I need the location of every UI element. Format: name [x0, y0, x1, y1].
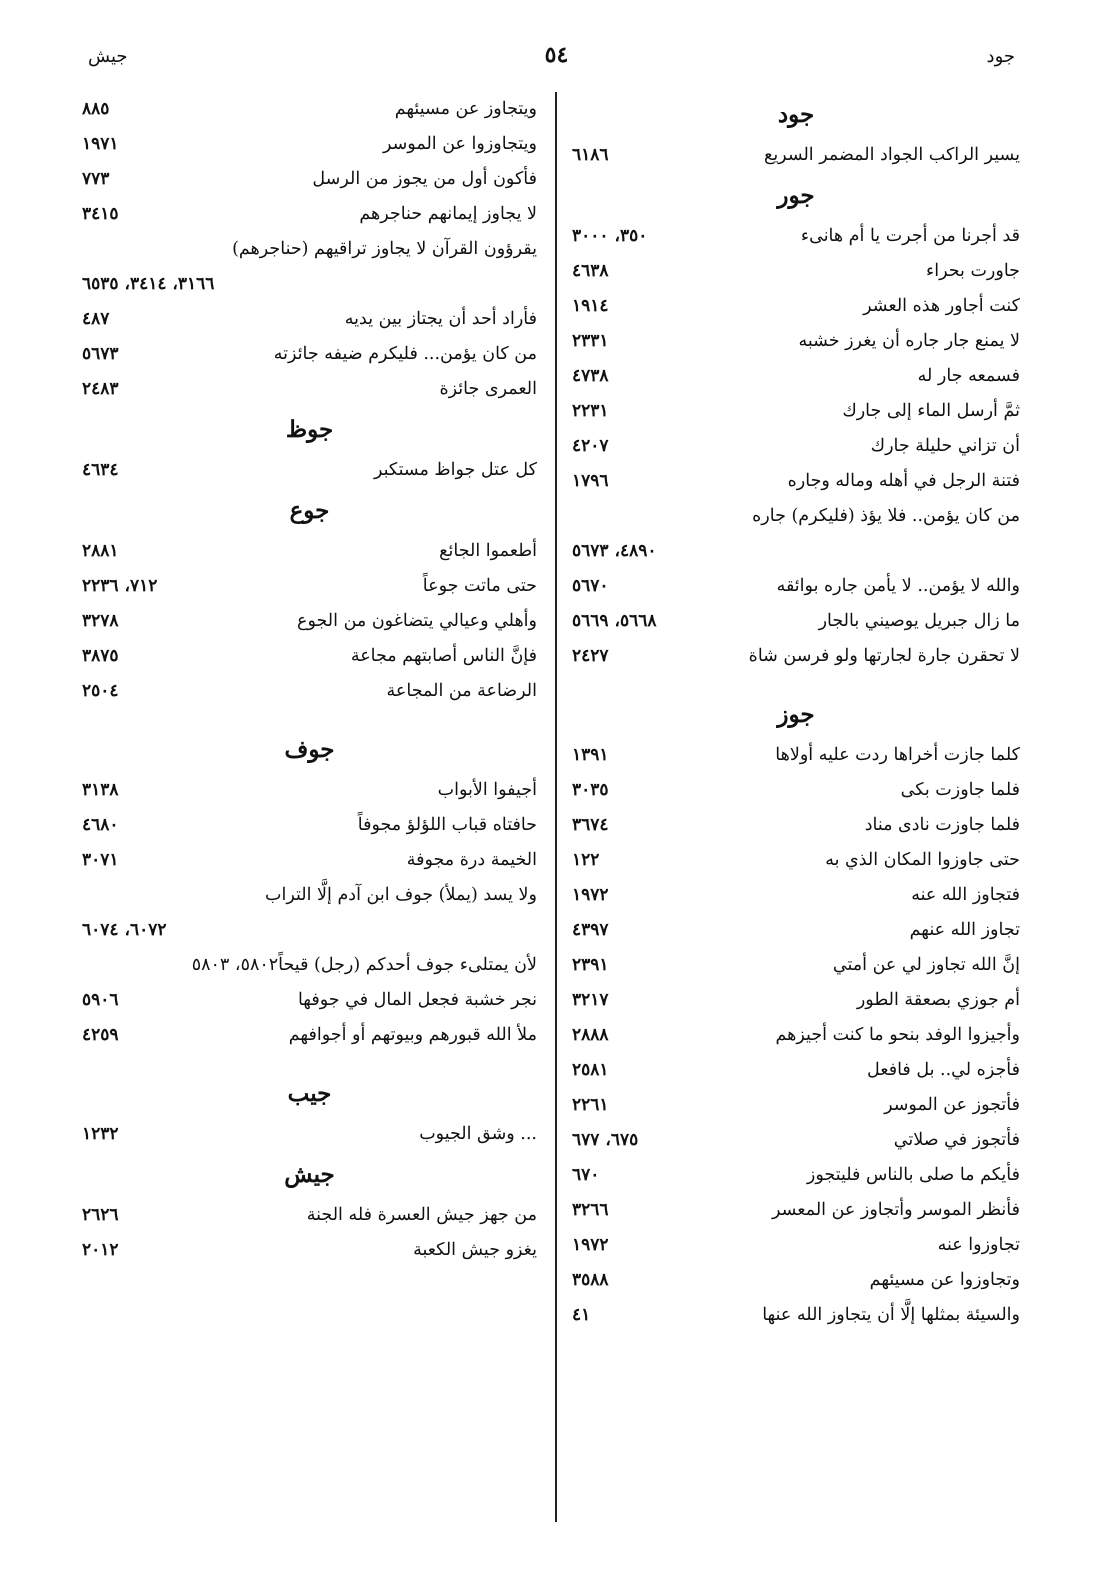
entry-ref-number: ٣٤١٥	[82, 204, 119, 224]
entry-ref-number: ٣٥٠، ٣٠٠٠	[572, 226, 648, 246]
index-entry	[82, 674, 537, 709]
index-entry	[82, 1117, 537, 1152]
entry-text: ثمَّ أرسل الماء إلى جارك	[842, 401, 1020, 421]
index-entry	[82, 843, 537, 878]
entry-ref-number: ٤٢٠٧	[572, 436, 609, 456]
entry-ref-number: ٣٥٨٨	[572, 1270, 609, 1290]
index-entry	[82, 878, 537, 913]
entry-ref-number: ٦١٨٦	[572, 145, 609, 165]
left-column	[82, 92, 537, 1268]
index-entry	[82, 808, 537, 843]
entry-ref-number: ٤٨٩٠، ٥٦٧٣	[572, 541, 657, 561]
index-entry	[572, 1193, 1020, 1228]
root-heading: جوز	[777, 701, 815, 728]
index-entry	[82, 913, 537, 948]
entry-ref-number: ٣١٣٨	[82, 780, 119, 800]
entry-ref-number: ٦٧٠	[572, 1165, 600, 1185]
index-entry	[572, 1053, 1020, 1088]
entry-text: إنَّ الله تجاوز لي عن أمتي	[832, 955, 1020, 975]
entry-ref-number: ٤٦٣٤	[82, 460, 119, 480]
spacer	[82, 709, 537, 727]
index-entry	[82, 302, 537, 337]
entry-ref-number: ٤٨٧	[82, 309, 110, 329]
index-entry	[572, 534, 1020, 569]
index-entry	[572, 948, 1020, 983]
entry-ref-number: ٥٦٦٨، ٥٦٦٩	[572, 611, 657, 631]
index-entry	[572, 324, 1020, 359]
entry-ref-number: ٦٧٥، ٦٧٧	[572, 1130, 639, 1150]
entry-text: لا تحقرن جارة لجارتها ولو فرسن شاة	[748, 646, 1020, 666]
index-entry	[82, 372, 537, 407]
entry-ref-number: ٣٠٣٥	[572, 780, 609, 800]
header-left-keyword: جيش	[88, 46, 128, 67]
index-entry	[572, 1298, 1020, 1333]
index-entry	[572, 359, 1020, 394]
index-entry	[82, 92, 537, 127]
entry-ref-number: ٣٢٧٨	[82, 611, 119, 631]
entry-ref-number: ٢٦٢٦	[82, 1205, 119, 1225]
index-entry	[82, 453, 537, 488]
entry-ref-number: ٢٥٨١	[572, 1060, 609, 1080]
entry-ref-number: ٢٢٦١	[572, 1095, 609, 1115]
entry-text: حافتاه قباب اللؤلؤ مجوفاً	[357, 815, 537, 835]
entry-text: لا يجاوز إيمانهم حناجرهم	[359, 204, 537, 224]
entry-ref-number: ٤٣٩٧	[572, 920, 609, 940]
entry-ref-number: ٣٢٦٦	[572, 1200, 609, 1220]
entry-text: من كان يؤمن.. فلا يؤذ (فليكرم) جاره	[752, 506, 1020, 526]
index-entry	[572, 913, 1020, 948]
entry-text: وأهلي وعيالي يتضاغون من الجوع	[297, 611, 537, 631]
index-entry	[572, 499, 1020, 534]
root-heading: جوف	[284, 736, 335, 763]
entry-text: أن تزاني حليلة جارك	[870, 436, 1020, 456]
entry-text: كنت أجاور هذه العشر	[863, 296, 1020, 316]
entry-ref-number: ٣٦٧٤	[572, 815, 609, 835]
entry-text: فتنة الرجل في أهله وماله وجاره	[787, 471, 1020, 491]
entry-text: ويتجاوزوا عن الموسر	[382, 134, 537, 154]
entry-text: أم جوزي بصعقة الطور	[856, 990, 1020, 1010]
entry-text: وأجيزوا الوفد بنحو ما كنت أجيزهم	[775, 1025, 1020, 1045]
entry-text: فتجاوز الله عنه	[911, 885, 1020, 905]
entry-ref-number: ٥٦٧٠	[572, 576, 609, 596]
entry-text: والسيئة بمثلها إلَّا أن يتجاوز الله عنها	[762, 1305, 1020, 1325]
index-entry	[82, 1233, 537, 1268]
root-heading: جيش	[284, 1161, 335, 1188]
entry-ref-number: ١٩١٤	[572, 296, 609, 316]
index-entry	[572, 138, 1020, 173]
entry-text: فأكون أول من يجوز من الرسل	[312, 169, 537, 189]
entry-ref-number: ١٩٧٢	[572, 1235, 609, 1255]
entry-text: من كان يؤمن... فليكرم ضيفه جائزته	[273, 344, 537, 364]
page-number: ٥٤	[544, 42, 569, 68]
entry-text: حتى ماتت جوعاً	[422, 576, 537, 596]
index-entry	[572, 254, 1020, 289]
index-entry	[82, 948, 537, 983]
entry-text: ويتجاوز عن مسيئهم	[394, 99, 537, 119]
index-entry	[82, 267, 537, 302]
entry-text: أجيفوا الأبواب	[437, 780, 537, 800]
entry-text: تجاوزوا عنه	[937, 1235, 1020, 1255]
entry-ref-number: ٣٨٧٥	[82, 646, 119, 666]
entry-ref-number: ١٧٩٦	[572, 471, 609, 491]
header-right-keyword: جود	[986, 46, 1015, 67]
entry-text: فلما جاوزت بكى	[900, 780, 1020, 800]
index-entry	[572, 1263, 1020, 1298]
entry-text: نجر خشبة فجعل المال في جوفها	[297, 990, 537, 1010]
entry-text: أطعموا الجائع	[439, 541, 537, 561]
entry-ref-number: ٤٦٣٨	[572, 261, 609, 281]
entry-ref-number: ٢٣٩١	[572, 955, 609, 975]
entry-ref-number: ٢٤٨٣	[82, 379, 119, 399]
entry-ref-number: ٢٢٣١	[572, 401, 609, 421]
index-entry	[572, 773, 1020, 808]
entry-text: قد أجرنا من أجرت يا أم هانىء	[800, 226, 1020, 246]
index-entry	[82, 337, 537, 372]
entry-text: فإنَّ الناس أصابتهم مجاعة	[350, 646, 537, 666]
entry-ref-number: ٢٤٢٧	[572, 646, 609, 666]
entry-text: والله لا يؤمن.. لا يأمن جاره بوائقه	[776, 576, 1020, 596]
entry-text: الخيمة درة مجوفة	[406, 850, 537, 870]
entry-text: العمرى جائزة	[439, 379, 537, 399]
right-column	[572, 92, 1020, 1333]
entry-ref-number: ٤٢٥٩	[82, 1025, 119, 1045]
entry-text: جاورت بحراء	[925, 261, 1020, 281]
entry-text: يقرؤون القرآن لا يجاوز تراقيهم (حناجرهم)	[232, 239, 537, 259]
entry-ref-number: ٢٨٨٨	[572, 1025, 609, 1045]
index-entry	[572, 738, 1020, 773]
index-entry	[572, 1158, 1020, 1193]
entry-text: حتى جاوزوا المكان الذي به	[825, 850, 1020, 870]
entry-text: يسير الراكب الجواد المضمر السريع	[764, 145, 1020, 165]
index-entry	[572, 1123, 1020, 1158]
index-entry	[82, 162, 537, 197]
index-entry	[82, 1198, 537, 1233]
entry-ref-number: ٣٠٧١	[82, 850, 119, 870]
index-entry	[572, 843, 1020, 878]
entry-ref-number: ٤٦٨٠	[82, 815, 119, 835]
index-entry	[572, 429, 1020, 464]
entry-ref-number: ١٩٧١	[82, 134, 119, 154]
entry-text: فأتجوز في صلاتي	[893, 1130, 1020, 1150]
entry-text: فلما جاوزت نادى مناد	[864, 815, 1020, 835]
index-entry	[572, 219, 1020, 254]
entry-text: فسمعه جار له	[917, 366, 1020, 386]
entry-text: ... وشق الجيوب	[419, 1124, 537, 1144]
entry-ref-number: ٦٠٧٢، ٦٠٧٤	[82, 920, 167, 940]
index-entry	[82, 604, 537, 639]
entry-ref-number: ٨٨٥	[82, 99, 110, 119]
entry-text: ولا يسد (يملأ) جوف ابن آدم إلَّا التراب	[265, 885, 537, 905]
entry-text: فأنظر الموسر وأتجاوز عن المعسر	[772, 1200, 1020, 1220]
spacer	[82, 1053, 537, 1071]
index-entry	[82, 983, 537, 1018]
root-heading: جوظ	[285, 416, 334, 443]
spacer	[572, 674, 1020, 692]
entry-ref-number: ١٢٣٢	[82, 1124, 119, 1144]
index-entry	[572, 394, 1020, 429]
entry-text: كلما جازت أخراها ردت عليه أولاها	[775, 745, 1020, 765]
index-entry	[572, 983, 1020, 1018]
entry-ref-number: ٤١	[572, 1305, 591, 1325]
entry-text: فأراد أحد أن يجتاز بين يديه	[344, 309, 537, 329]
index-entry	[82, 639, 537, 674]
entry-ref-number: ٤٧٣٨	[572, 366, 609, 386]
entry-ref-number: ٣٢١٧	[572, 990, 609, 1010]
root-heading: جوع	[289, 497, 330, 524]
entry-text: يغزو جيش الكعبة	[413, 1240, 537, 1260]
entry-ref-number: ١٣٩١	[572, 745, 609, 765]
entry-ref-number: ١٩٧٢	[572, 885, 609, 905]
index-entry	[572, 878, 1020, 913]
entry-ref-number: ٣١٦٦، ٣٤١٤، ٦٥٣٥	[82, 274, 215, 294]
root-heading: جور	[777, 182, 815, 209]
column-divider	[555, 92, 557, 1522]
index-entry	[572, 1088, 1020, 1123]
index-entry	[572, 1228, 1020, 1263]
index-entry	[82, 232, 537, 267]
root-heading: جود	[777, 101, 815, 128]
index-entry	[82, 773, 537, 808]
index-entry	[82, 1018, 537, 1053]
entry-ref-number: ٢٠١٢	[82, 1240, 119, 1260]
entry-text: فأيكم ما صلى بالناس فليتجوز	[806, 1165, 1020, 1185]
index-entry	[82, 127, 537, 162]
index-entry	[82, 569, 537, 604]
entry-text: ملأ الله قبورهم وبيوتهم أو أجوافهم	[288, 1025, 537, 1045]
index-entry	[572, 569, 1020, 604]
entry-text: لا يمنع جار جاره أن يغرز خشبه	[798, 331, 1020, 351]
entry-ref-number: ٥٦٧٣	[82, 344, 119, 364]
entry-ref-number: ٢٥٠٤	[82, 681, 119, 701]
index-entry	[572, 464, 1020, 499]
entry-text: فأجزه لي.. بل فافعل	[867, 1060, 1020, 1080]
root-heading: جيب	[287, 1080, 332, 1107]
index-entry	[572, 1018, 1020, 1053]
index-entry	[82, 197, 537, 232]
index-entry	[572, 639, 1020, 674]
index-entry	[572, 604, 1020, 639]
entry-ref-number: ١٢٢	[572, 850, 600, 870]
entry-ref-number: ٢٣٣١	[572, 331, 609, 351]
entry-ref-number: ٥٩٠٦	[82, 990, 119, 1010]
entry-ref-number: ٧٧٣	[82, 169, 110, 189]
index-entry	[572, 289, 1020, 324]
entry-text: فأتجوز عن الموسر	[884, 1095, 1020, 1115]
entry-text: تجاوز الله عنهم	[909, 920, 1020, 940]
index-entry	[572, 808, 1020, 843]
page-header	[0, 40, 1113, 80]
entry-ref-number: ٢٨٨١	[82, 541, 119, 561]
entry-text: ما زال جبريل يوصيني بالجار	[818, 611, 1020, 631]
entry-text: وتجاوزوا عن مسيئهم	[869, 1270, 1020, 1290]
entry-text: لأن يمتلىء جوف أحدكم (رجل) قيحاً٥٨٠٢، ٥٨٠٣	[191, 955, 537, 975]
entry-text: كل عتل جواظ مستكبر	[373, 460, 537, 480]
entry-text: من جهز جيش العسرة فله الجنة	[306, 1205, 537, 1225]
entry-ref-number: ٧١٢، ٢٢٣٦	[82, 576, 158, 596]
entry-text: الرضاعة من المجاعة	[386, 681, 537, 701]
index-entry	[82, 534, 537, 569]
